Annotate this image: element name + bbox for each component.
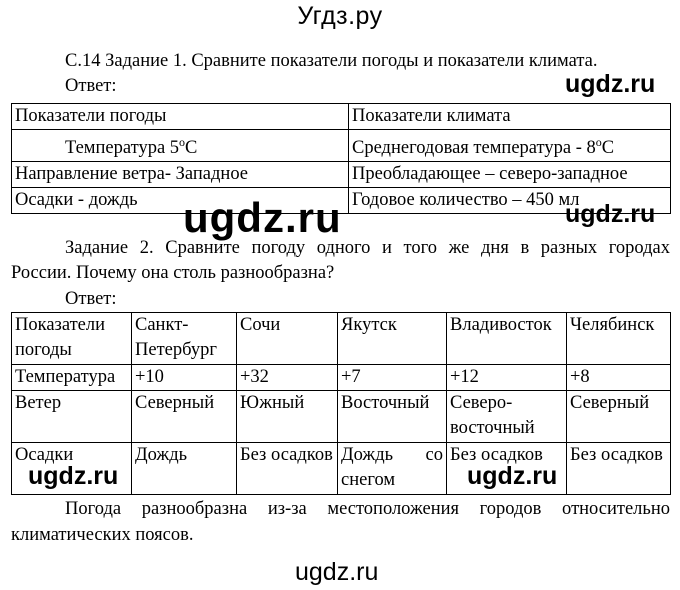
table-cell: Температура [12, 365, 132, 391]
table-row [12, 104, 671, 130]
table-row [12, 313, 671, 365]
table-cell: Осадки - дождь [12, 188, 349, 214]
table-cell: +7 [338, 365, 447, 391]
table-cell: Сочи [237, 313, 338, 365]
table-cell: Без осадков [447, 443, 567, 495]
temperature-climate-value: Среднегодовая температура - 8 [352, 138, 596, 158]
table-cell: Показатели климата [349, 104, 671, 130]
table-cell: Восточный [338, 391, 447, 443]
table-cell: Дождь [132, 443, 237, 495]
table-cell [12, 130, 349, 162]
watermark: ugdz.ru [183, 194, 342, 241]
table-cell: Направление ветра- Западное [12, 162, 349, 188]
table-cell: +32 [237, 365, 338, 391]
table-cell: +8 [567, 365, 671, 391]
watermark: ugdz.ru [295, 558, 379, 586]
celsius-sign: С [601, 138, 615, 158]
degree-sign: о [595, 135, 602, 149]
table-cell: Южный [237, 391, 338, 443]
table-cell: +10 [132, 365, 237, 391]
watermark: ugdz.ru [467, 462, 558, 490]
temperature-weather-value: Температура 5 [65, 138, 180, 158]
table-row [12, 391, 671, 443]
table-cell: Дождь со снегом [338, 443, 447, 495]
watermark: ugdz.ru [28, 462, 119, 490]
table-cell: +12 [447, 365, 567, 391]
task1-answer-label: Ответ: [65, 76, 117, 96]
watermark: ugdz.ru [565, 200, 656, 228]
table-cell: Якутск [338, 313, 447, 365]
table-row [12, 162, 671, 188]
table-cell [349, 130, 671, 162]
table-cell: Годовое количество – 450 мл [349, 188, 671, 214]
table-cell: Владивосток [447, 313, 567, 365]
table-cell: Северный [132, 391, 237, 443]
task1-heading: С.14 Задание 1. Сравните показатели погоды и показатели климата. [65, 51, 598, 71]
table-row [12, 365, 671, 391]
task2-heading-line1: Задание 2. Сравните погоду одного и того же дня в разных городах [65, 238, 670, 258]
table-cell: Осадки [12, 443, 132, 495]
table-cell: Показатели погоды [12, 313, 132, 365]
table-cell: Челябинск [567, 313, 671, 365]
degree-sign: о [179, 135, 186, 149]
table-cell: Ветер [12, 391, 132, 443]
table-cell: Без осадков [237, 443, 338, 495]
table-cell: Северо-восточный [447, 391, 567, 443]
table-cell: Без осадков [567, 443, 671, 495]
table-row [12, 130, 671, 162]
table-cell: Северный [567, 391, 671, 443]
watermark: ugdz.ru [565, 70, 656, 98]
site-title: Угдз.ру [297, 2, 383, 30]
task2-heading-line2: России. Почему она столь разнообразна? [11, 263, 335, 283]
task2-answer-label: Ответ: [65, 289, 117, 309]
table-cell: Показатели погоды [12, 104, 349, 130]
conclusion-line2: климатических поясов. [11, 525, 194, 545]
table-cell: Санкт-Петербург [132, 313, 237, 365]
celsius-sign: С [185, 138, 198, 158]
table-cell: Преобладающее – северо-западное [349, 162, 671, 188]
conclusion-line1: Погода разнообразна из-за местоположения городов относительно [65, 499, 670, 519]
